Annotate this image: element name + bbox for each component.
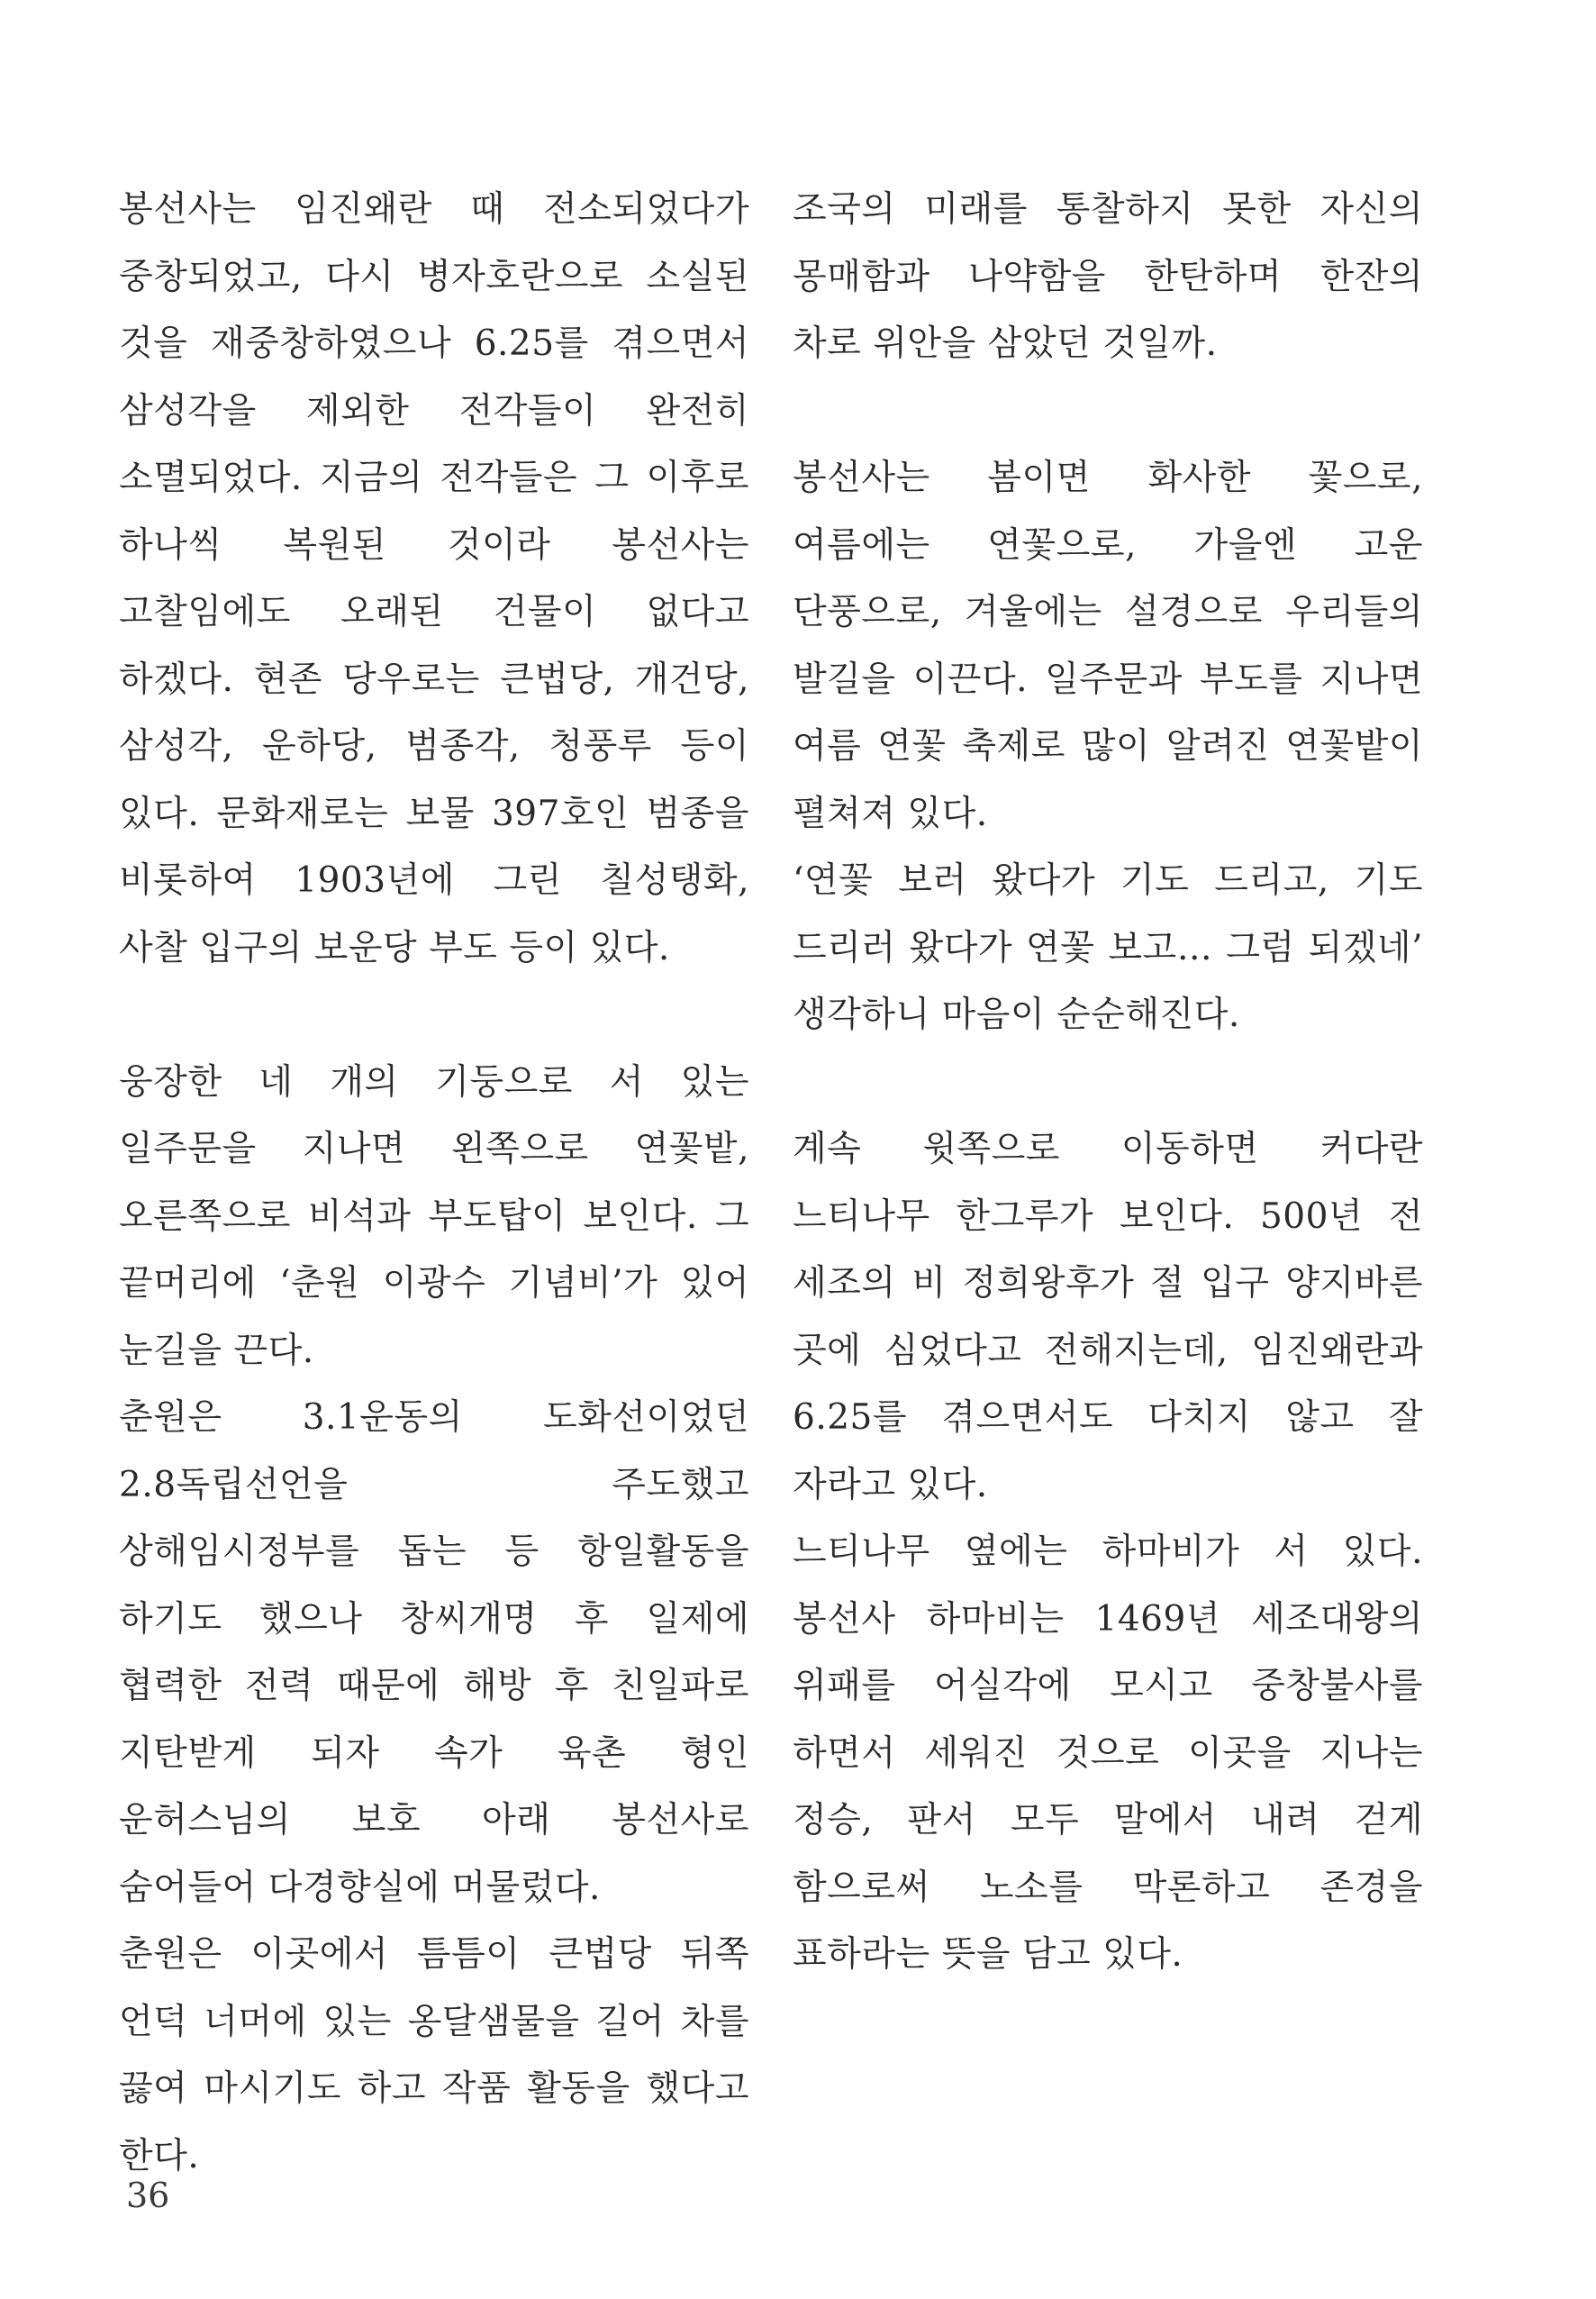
body-paragraph: 계속 윗쪽으로 이동하면 커다란 느티나무 한그루가 보인다. 500년 전 세조의 비 정희왕후가 절 입구 양지바른 곳에 심었다고 전해지는데, 임진왜란과 6.25를 겪으면서도 다치지 않고 잘 자라고 있다.	[793, 1129, 1423, 1505]
left-text-column	[119, 177, 749, 2190]
body-paragraph: 웅장한 네 개의 기둥으로 서 있는 일주문을 지나면 왼쪽으로 연꽃밭, 오른쪽으로 비석과 부도탑이 보인다. 그 끝머리에 ‘춘원 이광수 기념비’가 있어 눈길을 끈다.	[119, 1061, 749, 1371]
body-paragraph: 춘원은 이곳에서 틈틈이 큰법당 뒤쪽 언덕 너머에 있는 옹달샘물을 길어 차를 끓여 마시기도 하고 작품 활동을 했다고 한다.	[119, 1934, 749, 2176]
right-text-column	[793, 177, 1423, 1989]
body-paragraph: ‘연꽃 보러 왔다가 기도 드리고, 기도 드리러 왔다가 연꽃 보고… 그럼 되겠네’ 생각하니 마음이 순순해진다.	[793, 860, 1423, 1035]
page-number: 36	[126, 2176, 170, 2215]
body-paragraph: 느티나무 옆에는 하마비가 서 있다. 봉선사 하마비는 1469년 세조대왕의 위패를 어실각에 모시고 중창불사를 하면서 세워진 것으로 이곳을 지나는 정승, 판서 모두 말에서 내려 걷게 함으로써 노소를 막론하고 존경을 표하라는 뜻을 담고 있다.	[793, 1531, 1423, 1975]
body-paragraph: 봉선사는 봄이면 화사한 꽃으로, 여름에는 연꽃으로, 가을엔 고운 단풍으로, 겨울에는 설경으로 우리들의 발길을 이끈다. 일주문과 부도를 지나면 여름 연꽃 축제로 많이 알려진 연꽃밭이 펼쳐져 있다.	[793, 458, 1423, 834]
body-paragraph: 조국의 미래를 통찰하지 못한 자신의 몽매함과 나약함을 한탄하며 한잔의 차로 위안을 삼았던 것일까.	[793, 189, 1423, 364]
body-paragraph: 봉선사는 임진왜란 때 전소되었다가 중창되었고, 다시 병자호란으로 소실된 것을 재중창하였으나 6.25를 겪으면서 삼성각을 제외한 전각들이 완전히 소멸되었다. 지금의 전각들은 그 이후로 하나씩 복원된 것이라 봉선사는 고찰임에도 오래된 건물이 없다고 하겠다. 현존 당우로는 큰법당, 개건당, 삼성각, 운하당, 범종각, 청풍루 등이 있다. 문화재로는 보물 397호인 범종을 비롯하여 1903년에 그린 칠성탱화, 사찰 입구의 보운당 부도 등이 있다.	[119, 189, 749, 968]
body-paragraph: 춘원은 3.1운동의 도화선이었던 2.8독립선언을 주도했고 상해임시정부를 돕는 등 항일활동을 하기도 했으나 창씨개명 후 일제에 협력한 전력 때문에 해방 후 친일파로 지탄받게 되자 속가 육촌 형인 운허스님의 보호 아래 봉선사로 숨어들어 다경향실에 머물렀다.	[119, 1397, 749, 1908]
